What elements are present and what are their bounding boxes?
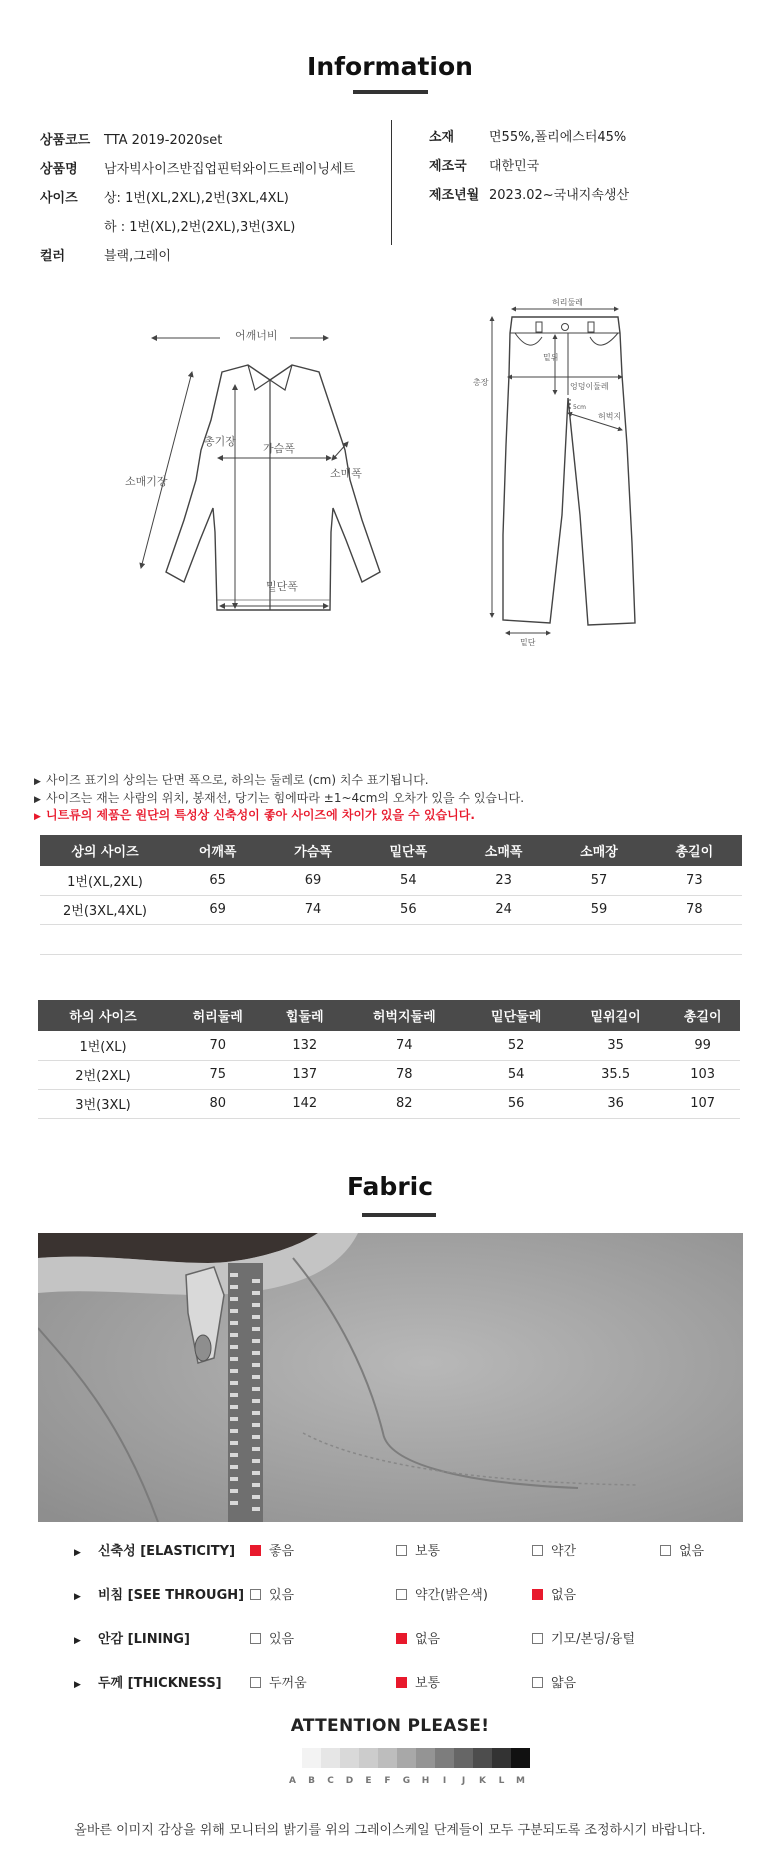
label-sleeve-width: 소매폭 — [330, 467, 362, 480]
checkbox — [532, 1633, 543, 1644]
info-row-product-name: 상품명 남자빅사이즈반집업핀턱와이드트레이닝세트 — [40, 162, 356, 177]
label-sleeve-length: 소매기장 — [125, 475, 168, 488]
grayscale-swatch — [511, 1748, 530, 1768]
table-row: 3번(3XL) 80 142 82 56 36 107 — [38, 1089, 740, 1118]
jacket-measure-diagram — [100, 310, 420, 620]
option-lining-none: 없음 — [396, 1628, 440, 1647]
bottom-table-header: 하의 사이즈 허리둘레 힙둘레 허벅지둘레 밑단둘레 밑위길이 총길이 — [38, 1000, 740, 1031]
fabric-prop-thickness: ▶ 두께 [THICKNESS] 두꺼움 보통 얇음 — [0, 1672, 780, 1702]
fabric-title-underline — [362, 1213, 436, 1217]
checkbox — [660, 1545, 671, 1556]
checkbox-checked — [396, 1633, 407, 1644]
grayscale-swatch — [283, 1748, 302, 1768]
bullet-triangle-icon: ▶ — [74, 1592, 81, 1602]
label-chest: 가슴폭 — [263, 442, 295, 455]
checkbox — [250, 1633, 261, 1644]
grayscale-letter: E — [365, 1776, 372, 1786]
grayscale-letter: B — [308, 1776, 315, 1786]
option-lining-yes: 있음 — [250, 1628, 294, 1647]
size-note-1: ▶ 사이즈 표기의 상의는 단면 폭으로, 하의는 둘레로 (cm) 치수 표기됩니다. — [34, 773, 429, 787]
grayscale-letter: L — [498, 1776, 505, 1786]
information-title: Information — [307, 52, 473, 81]
grayscale-swatch — [321, 1748, 340, 1768]
option-elasticity-normal: 보통 — [396, 1540, 440, 1559]
jacket-outline — [166, 365, 380, 610]
info-row-material: 소재 면55%,폴리에스터45% — [429, 130, 627, 145]
checkbox-checked — [396, 1677, 407, 1688]
info-row-product-code: 상품코드 TTA 2019-2020set — [40, 133, 223, 148]
checkbox — [396, 1589, 407, 1600]
info-row-country: 제조국 대한민국 — [429, 159, 540, 174]
checkbox-checked — [250, 1545, 261, 1556]
bullet-triangle-icon: ▶ — [74, 1636, 81, 1646]
option-see-through-yes: 있음 — [250, 1584, 294, 1603]
grayscale-letter: K — [479, 1776, 486, 1786]
info-row-size-bottom: 하 : 1번(XL),2번(2XL),3번(3XL) — [104, 220, 296, 235]
monitor-brightness-note: 올바른 이미지 감상을 위해 모니터의 밝기를 위의 그레이스케일 단계들이 모두 구분되도록 조정하시기 바랍니다. — [74, 1823, 706, 1838]
size-note-3: ▶ 니트류의 제품은 원단의 특성상 신축성이 좋아 사이즈에 차이가 있을 수 있습니다. — [34, 808, 475, 822]
option-see-through-none: 없음 — [532, 1584, 576, 1603]
label-total-length: 총기장 — [204, 435, 236, 448]
grayscale-letter: C — [327, 1776, 334, 1786]
info-row-color: 컬러 블랙,그레이 — [40, 249, 171, 264]
info-row-size-top: 사이즈 상: 1번(XL,2XL),2번(3XL,4XL) — [40, 191, 289, 206]
option-thickness-normal: 보통 — [396, 1672, 440, 1691]
table-row: 2번(2XL) 75 137 78 54 35.5 103 — [38, 1060, 740, 1089]
checkbox — [250, 1677, 261, 1688]
info-divider — [391, 120, 392, 245]
label-hip: 엉덩이둘레 — [570, 382, 609, 391]
option-elasticity-good: 좋음 — [250, 1540, 294, 1559]
information-title-underline — [353, 90, 428, 94]
label-hem: 밑단폭 — [266, 580, 298, 593]
option-elasticity-none: 없음 — [660, 1540, 704, 1559]
info-row-manufacture-date: 제조년월 2023.02~국내지속생산 — [429, 188, 629, 203]
top-table-header: 상의 사이즈 어깨폭 가슴폭 밑단폭 소매폭 소매장 총길이 — [40, 835, 742, 866]
fabric-prop-see-through: ▶ 비침 [SEE THROUGH] 있음 약간(밝은색) 없음 — [0, 1584, 780, 1614]
grayscale-swatch — [492, 1748, 511, 1768]
fabric-closeup-photo — [38, 1233, 743, 1522]
bullet-triangle-icon: ▶ — [74, 1548, 81, 1558]
checkbox — [532, 1677, 543, 1688]
table-row: 1번(XL,2XL) 65 69 54 23 57 73 — [40, 866, 742, 895]
option-see-through-slight: 약간(밝은색) — [396, 1584, 488, 1603]
grayscale-swatch — [397, 1748, 416, 1768]
grayscale-letters — [283, 1776, 530, 1786]
grayscale-letter: I — [442, 1776, 447, 1786]
grayscale-letter: G — [402, 1776, 411, 1786]
size-note-2: ▶ 사이즈는 재는 사람의 위치, 봉재선, 당기는 힘에따라 ±1~4cm의 오차가 있을 수 있습니다. — [34, 791, 525, 805]
bottom-size-table — [38, 1000, 740, 1119]
option-thickness-thin: 얇음 — [532, 1672, 576, 1691]
option-elasticity-slight: 약간 — [532, 1540, 576, 1559]
table-row: 1번(XL) 70 132 74 52 35 99 — [38, 1031, 740, 1060]
grayscale-letter: H — [421, 1776, 430, 1786]
grayscale-swatch — [378, 1748, 397, 1768]
grayscale-swatch — [302, 1748, 321, 1768]
label-thigh: 허벅지 — [598, 412, 622, 421]
grayscale-swatch — [454, 1748, 473, 1768]
label-pants-hem: 밑단 — [520, 638, 536, 647]
pants-outline — [503, 317, 635, 625]
label-waist: 허리둘레 — [552, 298, 583, 307]
grayscale-strip — [283, 1748, 530, 1768]
table-row: 2번(3XL,4XL) 69 74 56 24 59 78 — [40, 895, 742, 924]
pants-measure-diagram — [470, 295, 670, 655]
grayscale-letter: M — [516, 1776, 525, 1786]
grayscale-letter: J — [461, 1776, 466, 1786]
checkbox — [250, 1589, 261, 1600]
top-size-table — [40, 835, 742, 955]
label-shoulder: 어깨너비 — [235, 329, 278, 342]
fabric-title: Fabric — [346, 1172, 434, 1201]
checkbox — [396, 1545, 407, 1556]
grayscale-swatch — [416, 1748, 435, 1768]
label-thigh-offset: 5cm — [573, 404, 586, 411]
sleeve-length-arrow — [141, 372, 192, 568]
fabric-prop-lining: ▶ 안감 [LINING] 있음 없음 기모/본딩/융털 — [0, 1628, 780, 1658]
option-thickness-thick: 두꺼움 — [250, 1672, 307, 1691]
grayscale-letter: A — [289, 1776, 296, 1786]
option-lining-fleece: 기모/본딩/융털 — [532, 1628, 635, 1647]
grayscale-swatch — [359, 1748, 378, 1768]
grayscale-swatch — [473, 1748, 492, 1768]
bullet-triangle-icon: ▶ — [74, 1680, 81, 1690]
checkbox — [532, 1545, 543, 1556]
grayscale-swatch — [340, 1748, 359, 1768]
fabric-prop-elasticity: ▶ 신축성 [ELASTICITY] 좋음 보통 약간 없음 — [0, 1540, 780, 1570]
attention-title: ATTENTION PLEASE! — [290, 1716, 490, 1736]
table-row-empty — [40, 924, 742, 954]
grayscale-letter: D — [345, 1776, 354, 1786]
checkbox-checked — [532, 1589, 543, 1600]
grayscale-letter: F — [384, 1776, 391, 1786]
label-total: 총장 — [473, 378, 489, 387]
grayscale-swatch — [435, 1748, 454, 1768]
label-rise: 밑위 — [543, 353, 559, 362]
